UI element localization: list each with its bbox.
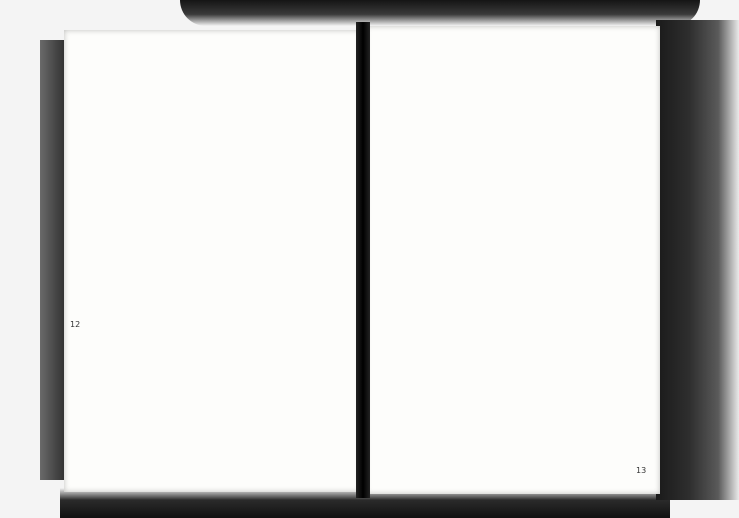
book-edge-right (656, 20, 739, 500)
book-gutter (356, 22, 370, 498)
right-page (366, 26, 660, 494)
left-page-number: 12 (70, 320, 81, 329)
book-edge-top (180, 0, 700, 26)
left-page (64, 30, 360, 492)
right-page-number: 13 (636, 466, 647, 475)
